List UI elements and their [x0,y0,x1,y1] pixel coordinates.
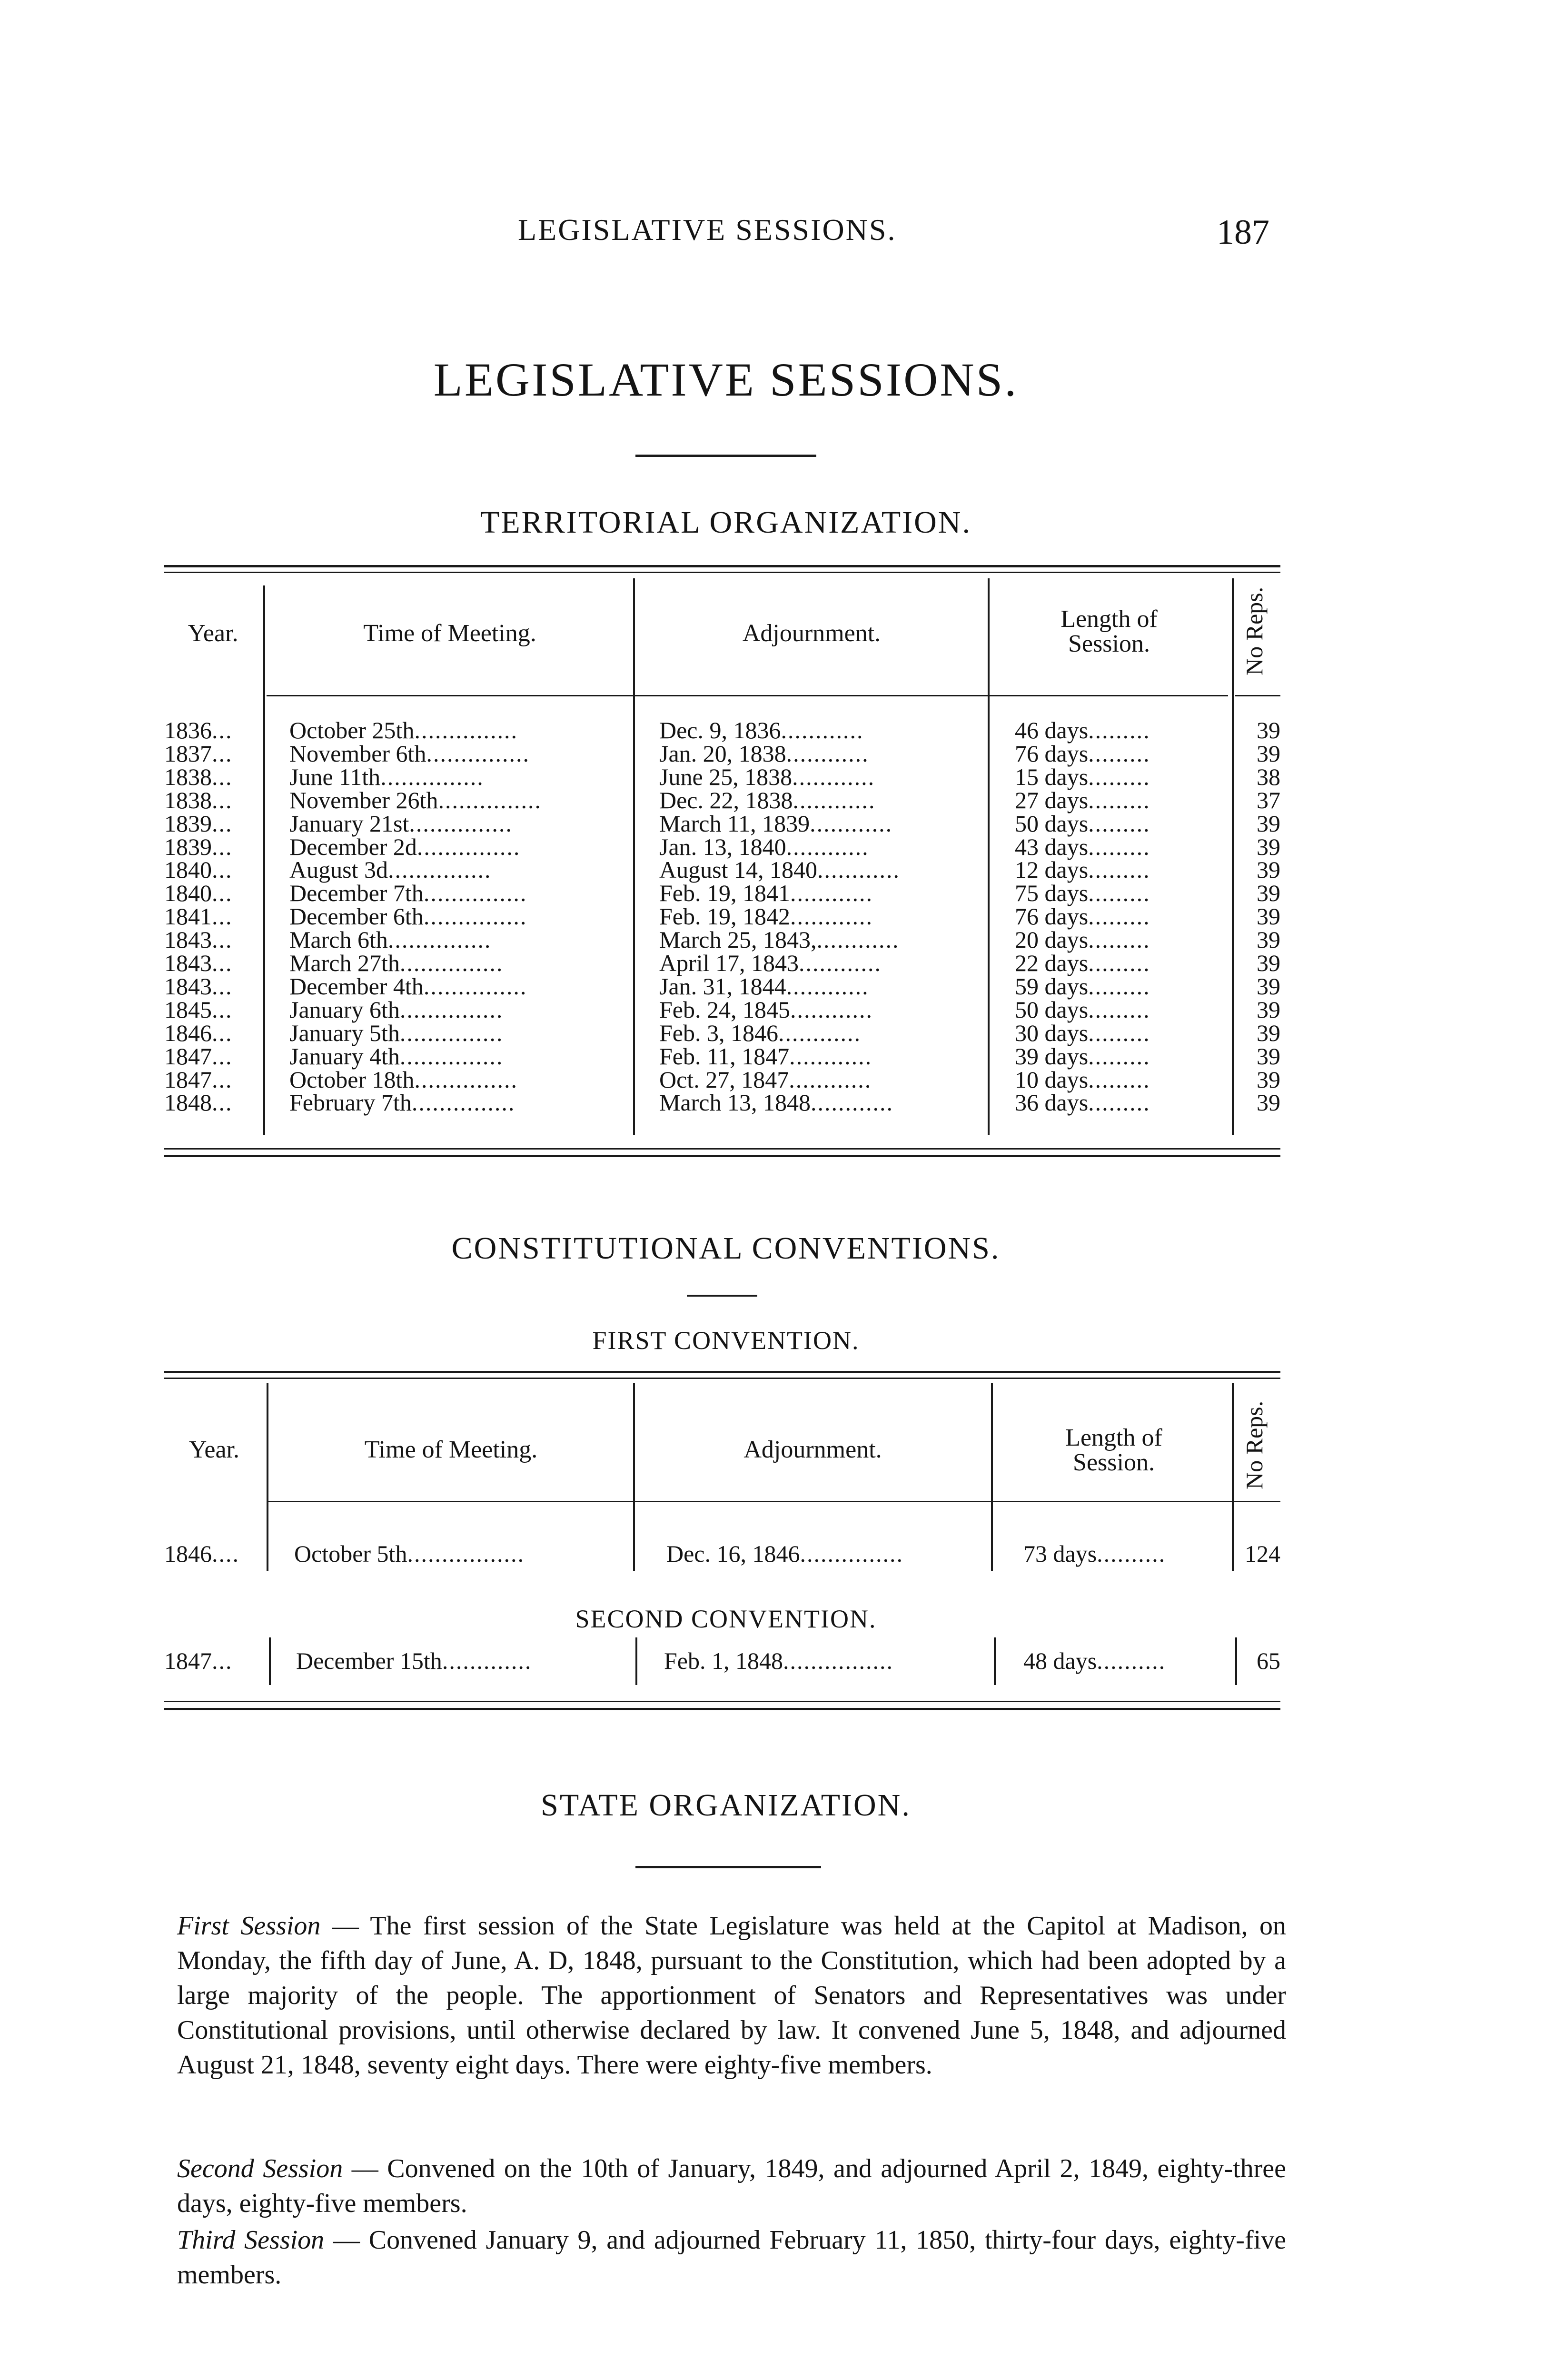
table-cell-reps: 65 [1257,1647,1280,1674]
table-cell-length: 43 days......... [1015,833,1150,860]
table-cell-length: 59 days......... [1015,973,1150,1000]
column-divider [267,1383,268,1571]
table-cell-adjournment: April 17, 1843............ [659,950,882,976]
table-cell-adjournment: Feb. 19, 1841............ [659,880,873,906]
col-header-reps: No Reps. [1241,1400,1268,1489]
table-cell-time: January 4th............... [289,1043,504,1070]
table-cell-adjournment: March 11, 1839............ [659,810,893,837]
table-cell-length: 75 days......... [1015,880,1150,906]
column-divider [988,578,990,1135]
table-cell-adjournment: Feb. 11, 1847............ [659,1043,872,1070]
table-cell-year: 1847... [164,1647,233,1674]
first-convention-heading: FIRST CONVENTION. [592,1326,860,1355]
state-heading: STATE ORGANIZATION. [541,1788,911,1823]
table-cell-year: 1843... [164,950,233,976]
col-header-length: Length of Session. [1065,1424,1162,1476]
header-rule [1234,1501,1280,1502]
table-cell-reps: 39 [1257,903,1280,930]
table-cell-reps: 39 [1257,833,1280,860]
conventions-heading: CONSTITUTIONAL CONVENTIONS. [451,1231,1001,1266]
table-cell-adjournment: Jan. 13, 1840............ [659,833,869,860]
table-top-rule-thin [164,572,1280,573]
table-cell-time: October 5th................. [294,1540,525,1567]
title-divider [635,455,816,457]
col-header-adjournment: Adjournment. [742,620,881,647]
table-cell-length: 30 days......... [1015,1020,1150,1046]
table-cell-reps: 39 [1257,856,1280,883]
table-cell-time: January 5th............... [289,1020,504,1046]
table-cell-year: 1847... [164,1043,233,1070]
header-rule [267,695,1228,696]
col-header-time: Time of Meeting. [363,620,536,647]
col-header-reps: No Reps. [1241,586,1268,675]
table-cell-time: December 6th............... [289,903,527,930]
table-top-rule [164,565,1280,567]
col-header-time: Time of Meeting. [364,1436,538,1463]
table-cell-length: 76 days......... [1015,740,1150,767]
paragraph-text: The first session of the State Legislature was held at the Capitol at Madison, on Monday, the fifth day of June, A. D, 1848, pursuant to the Constitution, which had been adopted by a large majority of the people. The apportionment of Senators and Representatives was under Constitutional provisions, until otherwise declared by law. It convened June 5, 1848, and adjourned August 21, 1848, seventy eight days. There were eighty-five members. [177,1911,1286,2080]
table-cell-year: 1843... [164,926,233,953]
paragraph-lead: Third Session [177,2225,325,2255]
table-cell-time: January 21st............... [289,810,513,837]
table-cell-time: March 6th............... [289,926,492,953]
table-cell-length: 15 days......... [1015,764,1150,790]
table-cell-time: December 4th............... [289,973,527,1000]
table-cell-year: 1840... [164,856,233,883]
table-cell-adjournment: March 25, 1843,............ [659,926,900,953]
territorial-heading: TERRITORIAL ORGANIZATION. [480,505,971,540]
table-cell-adjournment: Jan. 31, 1844............ [659,973,869,1000]
table-cell-year: 1838... [164,764,233,790]
table-cell-year: 1836... [164,717,233,744]
table-cell-time: October 25th............... [289,717,518,744]
table-cell-adjournment: Jan. 20, 1838............ [659,740,869,767]
table-bottom-rule-thin [164,1148,1280,1150]
table-cell-length: 73 days.......... [1023,1540,1166,1567]
table-cell-time: February 7th............... [289,1089,515,1116]
column-divider [994,1637,996,1685]
table-top-rule-thin [164,1378,1280,1379]
paragraph-text: Convened on the 10th of January, 1849, and adjourned April 2, 1849, eighty-three days, eighty-five members. [177,2154,1287,2218]
second-convention-heading: SECOND CONVENTION. [575,1605,877,1633]
table-cell-year: 1846... [164,1020,233,1046]
paragraph-first-session: First Session — The first session of the State Legislature was held at the Capitol at Madison, on Monday, the fifth day of June, A. D, 1848, pursuant to the Constitution, which had been adopted by a large majority of the people. The apportionment of Senators and Representatives was under Constitutional provisions, until otherwise declared by law. It convened June 5, 1848, and adjourned August 21, 1848, seventy eight days. There were eighty-five members. [177,1911,1286,2080]
col-header-adjournment: Adjournment. [743,1436,882,1463]
table-cell-adjournment: Feb. 1, 1848................ [664,1647,893,1674]
paragraph-second-session: Second Session — Convened on the 10th of January, 1849, and adjourned April 2, 1849, eighty-three days, eighty-five members. [177,2154,1287,2218]
table-cell-time: November 6th............... [289,740,530,767]
table-cell-year: 1843... [164,973,233,1000]
column-divider [991,1383,993,1571]
table-cell-length: 50 days......... [1015,810,1150,837]
column-divider [633,578,635,1135]
table-cell-adjournment: Dec. 22, 1838............ [659,787,876,813]
table-bottom-rule [164,1708,1280,1710]
table-cell-reps: 39 [1257,880,1280,906]
column-divider [269,1637,271,1685]
table-cell-reps: 39 [1257,717,1280,744]
table-cell-adjournment: June 25, 1838............ [659,764,875,790]
table-cell-year: 1837... [164,740,233,767]
column-divider [1232,1383,1234,1571]
table-cell-reps: 39 [1257,1020,1280,1046]
table-cell-time: December 7th............... [289,880,527,906]
table-cell-length: 36 days......... [1015,1089,1150,1116]
table-cell-length: 22 days......... [1015,950,1150,976]
table-cell-reps: 38 [1257,764,1280,790]
table-cell-year: 1839... [164,833,233,860]
table-cell-year: 1840... [164,880,233,906]
table-cell-length: 46 days......... [1015,717,1150,744]
table-cell-reps: 124 [1245,1540,1280,1567]
column-divider [635,1637,637,1685]
table-cell-reps: 39 [1257,1043,1280,1070]
table-cell-length: 50 days......... [1015,996,1150,1023]
table-cell-year: 1846.... [164,1540,239,1567]
table-cell-adjournment: Feb. 3, 1846............ [659,1020,861,1046]
paragraph-lead: Second Session [177,2154,343,2183]
header-rule [993,1501,1232,1502]
table-cell-reps: 39 [1257,926,1280,953]
col-header-length: Length of Session. [1060,605,1158,657]
table-cell-reps: 39 [1257,810,1280,837]
table-cell-time: January 6th............... [289,996,504,1023]
col-header-year: Year. [189,1436,239,1463]
table-cell-length: 39 days......... [1015,1043,1150,1070]
table-cell-year: 1847... [164,1066,233,1093]
table-cell-time: November 26th............... [289,787,542,813]
page-title: LEGISLATIVE SESSIONS. [433,353,1019,406]
table-cell-adjournment: Dec. 9, 1836............ [659,717,864,744]
table-cell-reps: 39 [1257,950,1280,976]
table-cell-reps: 39 [1257,1089,1280,1116]
table-cell-reps: 39 [1257,973,1280,1000]
paragraph-third-session: Third Session — Convened January 9, and adjourned February 11, 1850, thirty-four days, eighty-five members. [177,2225,1287,2290]
col-header-year: Year. [188,620,238,647]
table-cell-reps: 39 [1257,740,1280,767]
state-divider [635,1866,821,1868]
column-divider [1235,1637,1237,1685]
column-divider [633,1383,635,1571]
table-cell-adjournment: March 13, 1848............ [659,1089,893,1116]
paragraph-lead: First Session [177,1911,321,1941]
conventions-divider [687,1295,757,1297]
table-cell-time: December 2d............... [289,833,521,860]
table-cell-adjournment: August 14, 1840............ [659,856,900,883]
table-cell-year: 1841... [164,903,233,930]
paragraph-text: Convened January 9, and adjourned February 11, 1850, thirty-four days, eighty-five members. [177,2225,1287,2290]
table-cell-adjournment: Oct. 27, 1847............ [659,1066,872,1093]
table-cell-time: October 18th............... [289,1066,518,1093]
column-divider [263,585,265,1135]
table-cell-reps: 37 [1257,787,1280,813]
table-cell-length: 20 days......... [1015,926,1150,953]
table-cell-year: 1845... [164,996,233,1023]
table-bottom-rule [164,1155,1280,1157]
table-cell-year: 1838... [164,787,233,813]
table-cell-time: December 15th............. [296,1647,532,1674]
table-cell-time: August 3d............... [289,856,492,883]
table-cell-reps: 39 [1257,1066,1280,1093]
table-cell-adjournment: Dec. 16, 1846............... [666,1540,903,1567]
table-cell-reps: 39 [1257,996,1280,1023]
table-cell-length: 76 days......... [1015,903,1150,930]
table-cell-adjournment: Feb. 19, 1842............ [659,903,873,930]
table-cell-year: 1848... [164,1089,233,1116]
running-title: LEGISLATIVE SESSIONS. [518,213,897,247]
header-rule [267,1501,991,1502]
page-number: 187 [1217,213,1269,252]
table-cell-year: 1839... [164,810,233,837]
table-bottom-rule-thin [164,1701,1280,1702]
table-top-rule [164,1371,1280,1373]
table-cell-length: 27 days......... [1015,787,1150,813]
table-cell-time: June 11th............... [289,764,484,790]
table-cell-length: 12 days......... [1015,856,1150,883]
table-cell-adjournment: Feb. 24, 1845............ [659,996,873,1023]
header-rule [1235,695,1280,696]
table-cell-length: 10 days......... [1015,1066,1150,1093]
table-cell-length: 48 days.......... [1023,1647,1166,1674]
table-cell-time: March 27th............... [289,950,504,976]
column-divider [1232,578,1234,1135]
